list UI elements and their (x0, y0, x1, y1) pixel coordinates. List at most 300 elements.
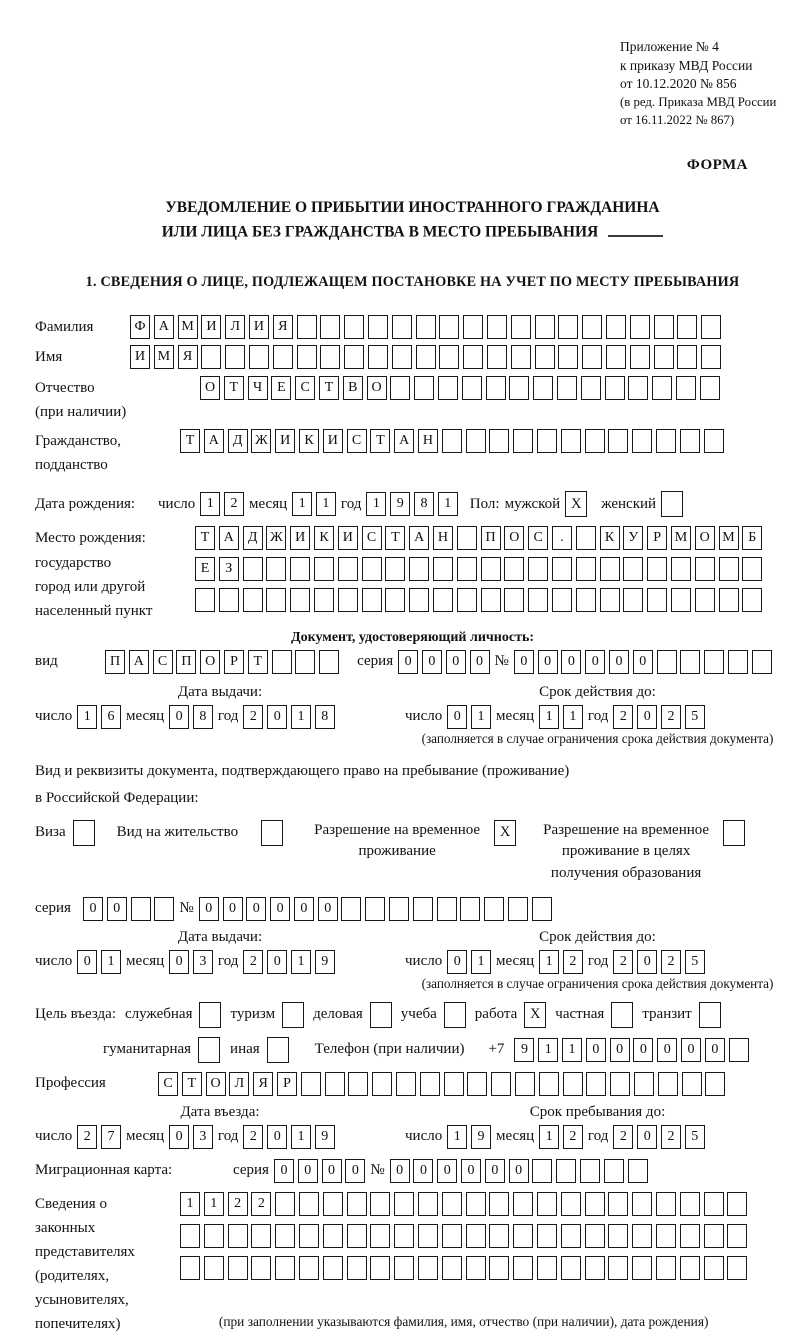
char-box[interactable] (586, 1072, 606, 1096)
char-box[interactable] (394, 1256, 414, 1280)
rvp-issue-day[interactable] (77, 950, 121, 974)
char-box[interactable]: 0 (223, 897, 243, 921)
char-box[interactable] (582, 315, 602, 339)
char-box[interactable] (585, 1256, 605, 1280)
char-box[interactable]: С (347, 429, 367, 453)
char-box[interactable] (180, 1256, 200, 1280)
char-box[interactable] (513, 1224, 533, 1248)
char-box[interactable] (680, 1192, 700, 1216)
char-box[interactable] (513, 1256, 533, 1280)
char-box[interactable]: П (176, 650, 196, 674)
char-box[interactable]: А (394, 429, 414, 453)
rvp-issue-month[interactable] (169, 950, 213, 974)
char-box[interactable]: В (343, 376, 363, 400)
char-box[interactable]: 0 (390, 1159, 410, 1183)
char-box[interactable] (290, 557, 310, 581)
char-box[interactable] (511, 345, 531, 369)
char-box[interactable]: 8 (414, 492, 434, 516)
char-box[interactable] (368, 345, 388, 369)
char-box[interactable]: 0 (345, 1159, 365, 1183)
representatives-row-1[interactable] (180, 1192, 747, 1216)
char-box[interactable] (632, 1192, 652, 1216)
char-box[interactable] (275, 1224, 295, 1248)
char-box[interactable]: С (153, 650, 173, 674)
char-box[interactable]: 0 (398, 650, 418, 674)
char-box[interactable]: Ж (251, 429, 271, 453)
char-box[interactable]: И (290, 526, 310, 550)
char-box[interactable] (442, 1224, 462, 1248)
char-box[interactable]: А (219, 526, 239, 550)
profession-input[interactable] (158, 1072, 725, 1096)
char-box[interactable]: 0 (637, 1125, 657, 1149)
char-box[interactable] (295, 650, 315, 674)
char-box[interactable] (463, 345, 483, 369)
char-box[interactable] (418, 1192, 438, 1216)
char-box[interactable] (348, 1072, 368, 1096)
char-box[interactable] (580, 1159, 600, 1183)
char-box[interactable] (652, 376, 672, 400)
char-box[interactable] (701, 345, 721, 369)
char-box[interactable] (701, 315, 721, 339)
temp-residence-checkbox[interactable]: X (494, 820, 516, 846)
stay-year[interactable] (613, 1125, 704, 1149)
char-box[interactable]: 0 (561, 650, 581, 674)
char-box[interactable]: Т (224, 376, 244, 400)
char-box[interactable]: 0 (633, 650, 653, 674)
char-box[interactable] (561, 429, 581, 453)
char-box[interactable] (481, 588, 501, 612)
doc-number-input[interactable] (514, 650, 772, 674)
char-box[interactable]: О (200, 376, 220, 400)
char-box[interactable]: 9 (471, 1125, 491, 1149)
char-box[interactable] (372, 1072, 392, 1096)
char-box[interactable]: 1 (539, 950, 559, 974)
char-box[interactable] (576, 557, 596, 581)
char-box[interactable] (347, 1256, 367, 1280)
char-box[interactable]: 9 (514, 1038, 534, 1062)
char-box[interactable] (680, 1256, 700, 1280)
char-box[interactable]: О (695, 526, 715, 550)
char-box[interactable]: И (130, 345, 150, 369)
char-box[interactable]: 2 (661, 950, 681, 974)
char-box[interactable]: Я (253, 1072, 273, 1096)
entry-day[interactable] (77, 1125, 121, 1149)
char-box[interactable] (742, 557, 762, 581)
char-box[interactable]: 1 (539, 1125, 559, 1149)
char-box[interactable] (392, 315, 412, 339)
char-box[interactable]: С (158, 1072, 178, 1096)
char-box[interactable]: 2 (243, 950, 263, 974)
doc-valid-year[interactable] (613, 705, 704, 729)
birth-place-row-3[interactable] (195, 588, 762, 612)
char-box[interactable]: 1 (291, 950, 311, 974)
char-box[interactable] (704, 1256, 724, 1280)
purpose-tourism-checkbox[interactable] (282, 1002, 304, 1028)
char-box[interactable] (680, 1224, 700, 1248)
char-box[interactable] (131, 897, 151, 921)
purpose-business-checkbox[interactable] (370, 1002, 392, 1028)
char-box[interactable]: О (504, 526, 524, 550)
char-box[interactable]: 2 (228, 1192, 248, 1216)
char-box[interactable] (390, 376, 410, 400)
char-box[interactable]: 2 (613, 950, 633, 974)
char-box[interactable] (319, 650, 339, 674)
char-box[interactable] (243, 588, 263, 612)
char-box[interactable] (535, 315, 555, 339)
char-box[interactable]: И (338, 526, 358, 550)
char-box[interactable] (365, 897, 385, 921)
char-box[interactable]: 0 (470, 650, 490, 674)
char-box[interactable]: 1 (291, 1125, 311, 1149)
char-box[interactable] (695, 557, 715, 581)
char-box[interactable]: 0 (705, 1038, 725, 1062)
char-box[interactable]: А (409, 526, 429, 550)
char-box[interactable]: 1 (471, 950, 491, 974)
char-box[interactable] (513, 1192, 533, 1216)
char-box[interactable] (394, 1224, 414, 1248)
char-box[interactable] (341, 897, 361, 921)
char-box[interactable] (719, 588, 739, 612)
char-box[interactable] (727, 1256, 747, 1280)
char-box[interactable] (466, 429, 486, 453)
char-box[interactable]: И (249, 315, 269, 339)
char-box[interactable]: Ф (130, 315, 150, 339)
char-box[interactable] (409, 557, 429, 581)
char-box[interactable]: 0 (267, 1125, 287, 1149)
char-box[interactable] (705, 1072, 725, 1096)
char-box[interactable] (362, 588, 382, 612)
char-box[interactable] (752, 650, 772, 674)
char-box[interactable]: 0 (169, 705, 189, 729)
char-box[interactable] (314, 588, 334, 612)
char-box[interactable]: К (600, 526, 620, 550)
stay-month[interactable] (539, 1125, 583, 1149)
char-box[interactable] (338, 588, 358, 612)
char-box[interactable] (301, 1072, 321, 1096)
char-box[interactable]: 1 (563, 705, 583, 729)
char-box[interactable]: К (314, 526, 334, 550)
char-box[interactable] (727, 1192, 747, 1216)
char-box[interactable]: 1 (438, 492, 458, 516)
char-box[interactable] (370, 1224, 390, 1248)
char-box[interactable]: 1 (200, 492, 220, 516)
char-box[interactable] (489, 1224, 509, 1248)
char-box[interactable] (704, 429, 724, 453)
char-box[interactable] (682, 1072, 702, 1096)
char-box[interactable]: 0 (610, 1038, 630, 1062)
char-box[interactable]: Р (647, 526, 667, 550)
char-box[interactable] (676, 376, 696, 400)
char-box[interactable]: С (528, 526, 548, 550)
char-box[interactable] (195, 588, 215, 612)
char-box[interactable] (677, 345, 697, 369)
char-box[interactable]: 0 (169, 950, 189, 974)
char-box[interactable]: М (178, 315, 198, 339)
char-box[interactable] (338, 557, 358, 581)
char-box[interactable]: Т (195, 526, 215, 550)
char-box[interactable]: И (201, 315, 221, 339)
char-box[interactable] (249, 345, 269, 369)
char-box[interactable] (370, 1192, 390, 1216)
gender-male-checkbox[interactable]: X (565, 491, 587, 517)
char-box[interactable] (728, 650, 748, 674)
char-box[interactable] (532, 1159, 552, 1183)
char-box[interactable] (576, 526, 596, 550)
doc-series-input[interactable] (398, 650, 489, 674)
char-box[interactable] (444, 1072, 464, 1096)
birth-year-input[interactable] (366, 492, 457, 516)
char-box[interactable]: М (154, 345, 174, 369)
purpose-other-checkbox[interactable] (267, 1037, 289, 1063)
rvp-issue-year[interactable] (243, 950, 334, 974)
char-box[interactable] (413, 897, 433, 921)
purpose-humanitarian-checkbox[interactable] (198, 1037, 220, 1063)
char-box[interactable]: Р (277, 1072, 297, 1096)
char-box[interactable]: 0 (274, 1159, 294, 1183)
char-box[interactable] (154, 897, 174, 921)
char-box[interactable]: 0 (447, 705, 467, 729)
char-box[interactable] (630, 345, 650, 369)
doc-valid-month[interactable] (539, 705, 583, 729)
char-box[interactable]: 0 (461, 1159, 481, 1183)
char-box[interactable] (491, 1072, 511, 1096)
representatives-row-2[interactable] (180, 1224, 747, 1248)
char-box[interactable] (457, 588, 477, 612)
purpose-private-checkbox[interactable] (611, 1002, 633, 1028)
char-box[interactable]: Е (195, 557, 215, 581)
stay-day[interactable] (447, 1125, 491, 1149)
char-box[interactable] (489, 1256, 509, 1280)
char-box[interactable]: Н (433, 526, 453, 550)
char-box[interactable] (537, 1224, 557, 1248)
char-box[interactable] (727, 1224, 747, 1248)
char-box[interactable]: Е (271, 376, 291, 400)
char-box[interactable]: 0 (585, 650, 605, 674)
char-box[interactable]: 8 (315, 705, 335, 729)
char-box[interactable]: 0 (199, 897, 219, 921)
char-box[interactable] (297, 345, 317, 369)
firstname-input[interactable] (130, 345, 721, 369)
char-box[interactable]: 7 (101, 1125, 121, 1149)
char-box[interactable] (623, 588, 643, 612)
char-box[interactable]: 0 (509, 1159, 529, 1183)
char-box[interactable] (219, 588, 239, 612)
char-box[interactable]: О (206, 1072, 226, 1096)
char-box[interactable] (462, 376, 482, 400)
char-box[interactable]: 0 (83, 897, 103, 921)
char-box[interactable]: А (204, 429, 224, 453)
citizenship-input[interactable] (180, 429, 724, 453)
char-box[interactable]: 8 (193, 705, 213, 729)
char-box[interactable] (552, 557, 572, 581)
char-box[interactable]: 5 (685, 1125, 705, 1149)
char-box[interactable] (585, 1192, 605, 1216)
char-box[interactable] (439, 315, 459, 339)
char-box[interactable]: 6 (101, 705, 121, 729)
rvp-valid-month[interactable] (539, 950, 583, 974)
char-box[interactable]: 0 (107, 897, 127, 921)
char-box[interactable]: 0 (514, 650, 534, 674)
char-box[interactable]: 2 (77, 1125, 97, 1149)
char-box[interactable]: 0 (413, 1159, 433, 1183)
char-box[interactable] (630, 315, 650, 339)
char-box[interactable]: 0 (298, 1159, 318, 1183)
char-box[interactable]: 0 (485, 1159, 505, 1183)
char-box[interactable]: 1 (447, 1125, 467, 1149)
char-box[interactable] (561, 1192, 581, 1216)
char-box[interactable]: 3 (193, 1125, 213, 1149)
char-box[interactable] (409, 588, 429, 612)
migration-number-input[interactable] (390, 1159, 648, 1183)
char-box[interactable] (719, 557, 739, 581)
doc-kind-input[interactable] (105, 650, 339, 674)
char-box[interactable]: 0 (637, 705, 657, 729)
char-box[interactable]: П (481, 526, 501, 550)
char-box[interactable] (632, 1224, 652, 1248)
char-box[interactable] (677, 315, 697, 339)
char-box[interactable] (439, 345, 459, 369)
char-box[interactable]: Д (243, 526, 263, 550)
migration-series-input[interactable] (274, 1159, 365, 1183)
char-box[interactable] (552, 588, 572, 612)
visa-checkbox[interactable] (73, 820, 95, 846)
char-box[interactable]: 0 (637, 950, 657, 974)
char-box[interactable]: 0 (267, 950, 287, 974)
char-box[interactable] (647, 588, 667, 612)
char-box[interactable] (370, 1256, 390, 1280)
char-box[interactable] (600, 588, 620, 612)
char-box[interactable]: С (362, 526, 382, 550)
char-box[interactable] (489, 1192, 509, 1216)
char-box[interactable]: 1 (562, 1038, 582, 1062)
char-box[interactable] (608, 429, 628, 453)
char-box[interactable] (251, 1256, 271, 1280)
char-box[interactable]: 0 (447, 950, 467, 974)
char-box[interactable] (466, 1224, 486, 1248)
char-box[interactable]: 2 (243, 705, 263, 729)
char-box[interactable] (606, 345, 626, 369)
char-box[interactable]: Б (742, 526, 762, 550)
purpose-official-checkbox[interactable] (199, 1002, 221, 1028)
char-box[interactable] (671, 588, 691, 612)
char-box[interactable]: Т (319, 376, 339, 400)
char-box[interactable] (656, 429, 676, 453)
doc-issue-year[interactable] (243, 705, 334, 729)
char-box[interactable]: Т (370, 429, 390, 453)
purpose-work-checkbox[interactable]: X (524, 1002, 546, 1028)
char-box[interactable] (438, 376, 458, 400)
char-box[interactable] (513, 429, 533, 453)
entry-month[interactable] (169, 1125, 213, 1149)
char-box[interactable]: 0 (294, 897, 314, 921)
char-box[interactable] (484, 897, 504, 921)
char-box[interactable]: 2 (661, 1125, 681, 1149)
char-box[interactable]: 0 (657, 1038, 677, 1062)
char-box[interactable] (266, 557, 286, 581)
char-box[interactable]: 2 (613, 705, 633, 729)
patronymic-input[interactable] (200, 376, 720, 400)
char-box[interactable] (581, 376, 601, 400)
char-box[interactable]: 2 (224, 492, 244, 516)
char-box[interactable] (228, 1256, 248, 1280)
rvp-valid-year[interactable] (613, 950, 704, 974)
char-box[interactable] (585, 1224, 605, 1248)
char-box[interactable] (347, 1192, 367, 1216)
char-box[interactable]: М (671, 526, 691, 550)
surname-input[interactable] (130, 315, 721, 339)
purpose-transit-checkbox[interactable] (699, 1002, 721, 1028)
char-box[interactable] (528, 557, 548, 581)
phone-input[interactable] (514, 1038, 748, 1062)
char-box[interactable] (557, 376, 577, 400)
char-box[interactable] (658, 1072, 678, 1096)
char-box[interactable] (656, 1256, 676, 1280)
char-box[interactable] (466, 1256, 486, 1280)
birth-day-input[interactable] (200, 492, 244, 516)
char-box[interactable] (610, 1072, 630, 1096)
char-box[interactable] (486, 376, 506, 400)
char-box[interactable]: А (154, 315, 174, 339)
char-box[interactable] (433, 557, 453, 581)
char-box[interactable] (563, 1072, 583, 1096)
char-box[interactable]: 0 (270, 897, 290, 921)
char-box[interactable] (299, 1224, 319, 1248)
char-box[interactable] (600, 557, 620, 581)
char-box[interactable] (228, 1224, 248, 1248)
char-box[interactable]: 1 (77, 705, 97, 729)
char-box[interactable] (460, 897, 480, 921)
char-box[interactable] (515, 1072, 535, 1096)
char-box[interactable]: Л (225, 315, 245, 339)
char-box[interactable]: 2 (613, 1125, 633, 1149)
char-box[interactable] (481, 557, 501, 581)
char-box[interactable] (576, 588, 596, 612)
char-box[interactable] (275, 1192, 295, 1216)
temp-residence-education-checkbox[interactable] (723, 820, 745, 846)
char-box[interactable] (416, 345, 436, 369)
char-box[interactable] (416, 315, 436, 339)
char-box[interactable]: 0 (77, 950, 97, 974)
char-box[interactable]: 1 (366, 492, 386, 516)
char-box[interactable] (297, 315, 317, 339)
rvp-valid-day[interactable] (447, 950, 491, 974)
char-box[interactable]: К (299, 429, 319, 453)
char-box[interactable]: 1 (180, 1192, 200, 1216)
char-box[interactable] (314, 557, 334, 581)
char-box[interactable] (561, 1256, 581, 1280)
char-box[interactable]: Ч (248, 376, 268, 400)
char-box[interactable]: О (200, 650, 220, 674)
char-box[interactable]: О (367, 376, 387, 400)
char-box[interactable] (608, 1192, 628, 1216)
char-box[interactable] (299, 1192, 319, 1216)
char-box[interactable] (556, 1159, 576, 1183)
char-box[interactable] (605, 376, 625, 400)
char-box[interactable] (608, 1256, 628, 1280)
char-box[interactable]: 5 (685, 950, 705, 974)
char-box[interactable] (180, 1224, 200, 1248)
char-box[interactable] (385, 588, 405, 612)
char-box[interactable] (418, 1224, 438, 1248)
char-box[interactable]: 1 (291, 705, 311, 729)
char-box[interactable]: 1 (101, 950, 121, 974)
char-box[interactable] (537, 1256, 557, 1280)
rvp-series-input[interactable] (83, 897, 174, 921)
char-box[interactable]: 2 (243, 1125, 263, 1149)
char-box[interactable]: Я (273, 315, 293, 339)
birth-place-row-1[interactable] (195, 526, 762, 550)
char-box[interactable] (537, 429, 557, 453)
